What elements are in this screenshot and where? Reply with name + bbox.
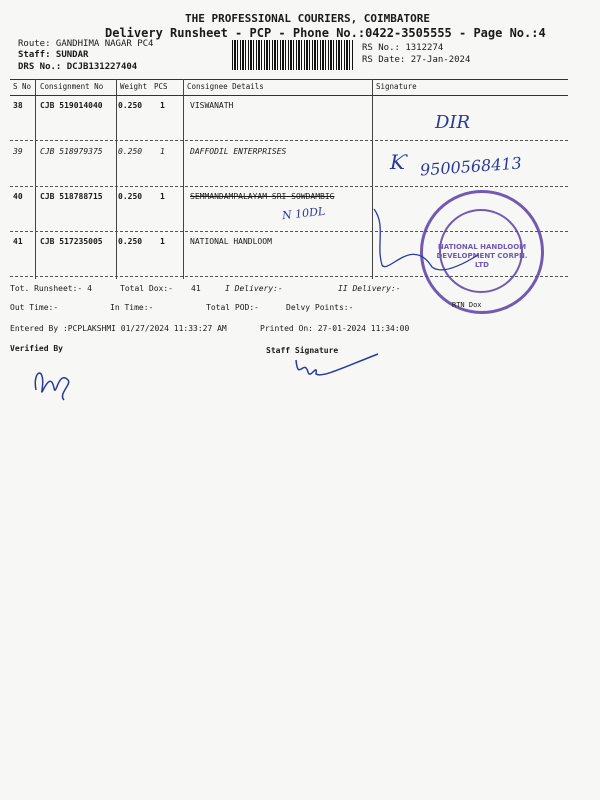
col-header-signature: Signature [376,82,417,91]
stamp-text: NATIONAL HANDLOOM DEVELOPMENT CORPN. LTD [436,243,528,269]
staff-signature [292,352,382,382]
row-pcs: 1 [160,237,165,246]
handwritten-phone-39: 9500568413 [419,153,523,180]
col-divider [35,79,36,279]
row-weight: 0.250 [118,237,143,246]
barcode [232,40,354,70]
row-pcs: 1 [160,101,165,110]
total-pod: Total POD:- [206,303,259,312]
route-label: Route: GANDHIMA NAGAR PC4 [18,39,154,49]
col-divider [116,79,117,279]
row-consignment: CJB 518788715 [40,192,103,201]
out-time: Out Time:- [10,303,59,312]
total-dox-value: 41 [191,284,201,293]
col-header-sno: S No [13,82,32,91]
ii-delivery: II Delivery:- [338,284,401,293]
row-consignee: SEMMANDAMPALAYAM SRI SOWDAMBIG [190,192,335,201]
row-weight: 0.250 [118,192,143,201]
row-sno: 38 [13,101,23,110]
row-consignee: NATIONAL HANDLOOM [190,237,272,246]
handwritten-note-40: N 10DL [281,204,326,223]
row-separator [10,186,568,187]
row-consignment: CJB 517235005 [40,237,103,246]
col-header-consignee: Consignee Details [187,82,264,91]
row-consignee: VISWANATH [190,101,234,110]
row-separator [10,140,568,141]
col-divider [183,79,184,279]
col-header-weight: Weight [120,82,148,91]
rs-number: RS No.: 1312274 [362,43,444,53]
staff-signature-label: Staff Signature [266,346,339,355]
col-header-consignment: Consignment No [40,82,104,91]
entered-by: Entered By :PCPLAKSHMI 01/27/2024 11:33:27 AM [10,324,227,333]
row-sno: 39 [13,147,23,156]
staff-label: Staff: SUNDAR [18,50,89,60]
row41-signature [372,205,482,280]
tot-runsheet: Tot. Runsheet:- 4 [10,284,92,293]
row-consignment: CJB 519014040 [40,101,103,110]
company-title: THE PROFESSIONAL COURIERS, COIMBATORE [185,12,431,25]
handwritten-mark-39: Ƙ [390,150,405,174]
rs-date: RS Date: 27-Jan-2024 [362,55,471,65]
table-header-border [10,95,568,96]
drs-number: DRS No.: DCJB131227404 [18,62,138,72]
row-sno: 41 [13,237,23,246]
in-time: In Time:- [110,303,154,312]
row-sno: 40 [13,192,23,201]
row-pcs: 1 [160,147,165,156]
row-consignee: DAFFODIL ENTERPRISES [190,147,287,156]
row-weight: 0.250 [118,101,143,110]
i-delivery: I Delivery:- [225,284,283,293]
rtn-dox: RTN Dox [452,301,482,309]
runsheet-title: Delivery Runsheet - PCP - Phone No.:0422-3505555 - Page No.:4 [105,26,546,40]
verifier-signature [28,360,78,405]
row-pcs: 1 [160,192,165,201]
row-consignment: CJB 518979375 [40,147,103,156]
printed-on: Printed On: 27-01-2024 11:34:00 [260,324,410,333]
total-dox-label: Total Dox:- [120,284,173,293]
verified-by-label: Verified By [10,344,63,353]
handwritten-signature-38: DIR [435,112,471,133]
row-weight: 0.250 [118,147,143,156]
col-header-pcs: PCS [154,82,168,91]
delvy-points: Delvy Points:- [286,303,354,312]
